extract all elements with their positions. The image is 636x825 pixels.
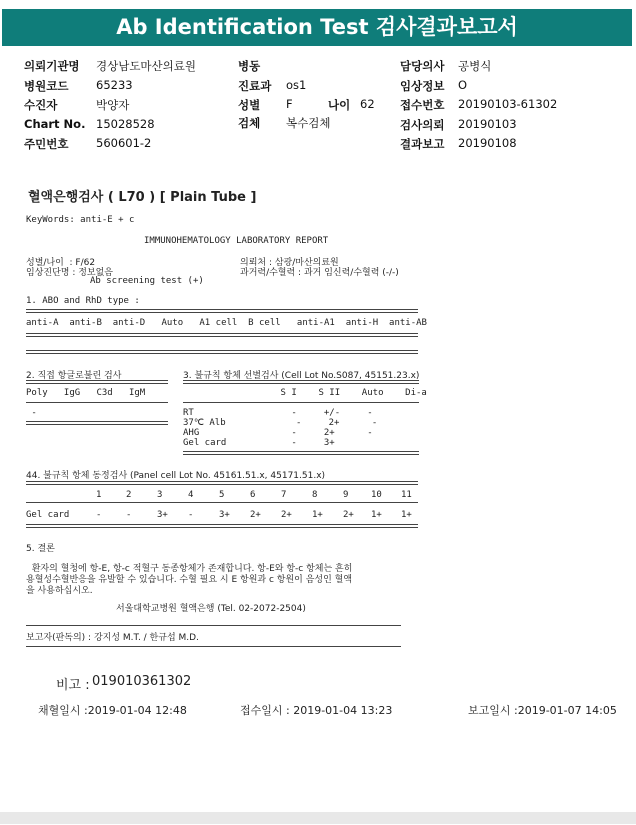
panel-title: 44. 불규칙 항체 동정검사 (Panel cell Lot No. 45161.51.x, 45171.51.x) <box>26 471 326 481</box>
result-value: 20190108 <box>458 136 517 150</box>
panel-value-8: 1+ <box>312 510 323 520</box>
abo-rule-mid <box>26 333 418 337</box>
conclusion-line-2: 용혈성수혈반응을 유발할 수 있습니다. 수혈 필요 시 E 항원과 c 항원이 음성인 혈액 <box>26 575 353 585</box>
age-value: 62 <box>360 97 375 111</box>
diagnosis: 임상진단명 : 정보없음 <box>26 268 114 278</box>
specimen-value: 복수검체 <box>286 116 331 130</box>
clinical-value: O <box>458 78 468 92</box>
screen-row-rt: RT - +/- - <box>183 408 373 418</box>
note-label: 비고 : <box>56 678 90 693</box>
panel-value-2: - <box>126 510 132 520</box>
patient-info <box>0 52 636 170</box>
hospital-label: 의뢰기관명 <box>24 59 80 73</box>
screen-columns: S I S II Auto Di-a <box>183 388 427 398</box>
reporter: 보고자(판독의) : 강지성 M.T. / 한규섭 M.D. <box>26 633 199 643</box>
chart-label: Chart No. <box>24 117 86 131</box>
screening: Ab screening test (+) <box>90 276 204 286</box>
dat-rule-bottom <box>26 421 168 425</box>
dept-label: 진료과 <box>238 79 272 93</box>
screen-rule-mid <box>183 402 419 403</box>
report-time: 보고일시 :2019-01-07 14:05 <box>468 704 617 717</box>
receive-time: 접수일시 : 2019-01-04 13:23 <box>240 704 393 717</box>
code-value: 65233 <box>96 78 133 92</box>
panel-col-7: 7 <box>281 490 287 500</box>
abo-rule-top <box>26 309 418 313</box>
panel-col-11: 11 <box>401 490 412 500</box>
note-value: 019010361302 <box>92 674 192 689</box>
age-label: 나이 <box>328 98 351 112</box>
request-label: 검사의뢰 <box>400 118 445 132</box>
panel-value-6: 2+ <box>250 510 261 520</box>
hospital-value: 경상남도마산의료원 <box>96 59 196 73</box>
code-label: 병원코드 <box>24 79 69 93</box>
specimen-label: 검체 <box>238 116 261 130</box>
report-heading: 혈액은행검사 ( L70 ) [ Plain Tube ] <box>28 190 257 205</box>
panel-value-11: 1+ <box>401 510 412 520</box>
keywords: KeyWords: anti-E + c <box>26 215 135 225</box>
panel-value-5: 3+ <box>219 510 230 520</box>
sex-value: F <box>286 97 293 111</box>
institution: 서울대학교병원 혈액은행 (Tel. 02-2072-2504) <box>116 604 306 614</box>
panel-value-4: - <box>188 510 194 520</box>
panel-col-1: 1 <box>96 490 102 500</box>
history: 과거력/수혈력 : 과거 임신력/수혈력 (-/-) <box>240 268 399 278</box>
panel-rule-mid <box>26 502 418 503</box>
ssn-value: 560601-2 <box>96 136 152 150</box>
panel-col-4: 4 <box>188 490 194 500</box>
reporter-rule-bottom <box>26 646 401 647</box>
panel-rule-top <box>26 481 418 485</box>
requester: 의뢰처 : 삼광/마산의료원 <box>240 258 339 268</box>
panel-rule-bottom <box>26 524 418 528</box>
sex-label: 성별 <box>238 98 261 112</box>
panel-row-label: Gel card <box>26 510 70 520</box>
screen-rule-top <box>183 380 419 384</box>
report-title: Ab Identification Test 검사결과보고서 <box>2 9 632 46</box>
dept-value: os1 <box>286 78 307 92</box>
lab-report <box>0 172 636 825</box>
result-label: 결과보고 <box>400 137 445 151</box>
clinical-label: 임상정보 <box>400 79 445 93</box>
conclusion-line-3: 을 사용하십시오. <box>26 586 93 596</box>
screen-row-gel: Gel card - 3+ <box>183 438 335 448</box>
request-value: 20190103 <box>458 117 517 131</box>
lab-title: IMMUNOHEMATOLOGY LABORATORY REPORT <box>144 236 329 246</box>
panel-col-3: 3 <box>157 490 163 500</box>
panel-col-2: 2 <box>126 490 132 500</box>
chart-value: 15028528 <box>96 117 155 131</box>
panel-value-7: 2+ <box>281 510 292 520</box>
abo-columns: anti-A anti-B anti-D Auto A1 cell B cell anti-A1 anti-H anti-AB <box>26 318 427 328</box>
conclusion-title: 5. 결론 <box>26 544 55 554</box>
dat-values: - <box>26 408 37 418</box>
panel-col-6: 6 <box>250 490 256 500</box>
sex-age: 성별/나이 : F/62 <box>26 258 96 268</box>
abo-rule-bottom <box>26 350 418 354</box>
screen-row-alb: 37℃ Alb - 2+ - <box>183 418 378 428</box>
dat-rule-mid <box>26 402 168 403</box>
reporter-rule-top <box>26 625 401 626</box>
receipt-label: 접수번호 <box>400 98 445 112</box>
collect-time: 채혈일시 :2019-01-04 12:48 <box>38 704 187 717</box>
dat-title: 2. 직접 항글로불린 검사 <box>26 371 122 381</box>
conclusion-line-1: 환자의 혈청에 항-E, 항-c 적혈구 동종항체가 존재합니다. 항-E와 항-c 항체는 흔히 <box>26 564 353 574</box>
screen-rule-bottom <box>183 451 419 455</box>
panel-value-9: 2+ <box>343 510 354 520</box>
ward-label: 병동 <box>238 59 261 73</box>
ssn-label: 주민번호 <box>24 137 69 151</box>
receipt-value: 20190103-61302 <box>458 97 558 111</box>
screen-row-ahg: AHG - 2+ - <box>183 428 373 438</box>
screen-title: 3. 불규칙 항체 선별검사 (Cell Lot No.S087, 45151.23.x) <box>183 371 420 381</box>
patient-label: 수진자 <box>24 98 58 112</box>
dat-rule-top <box>26 380 168 384</box>
panel-col-8: 8 <box>312 490 318 500</box>
footer-bar <box>0 812 636 824</box>
panel-value-10: 1+ <box>371 510 382 520</box>
doctor-value: 공병식 <box>458 59 492 73</box>
abo-title: 1. ABO and RhD type : <box>26 296 140 306</box>
dat-columns: Poly IgG C3d IgM <box>26 388 146 398</box>
panel-col-9: 9 <box>343 490 349 500</box>
panel-value-1: - <box>96 510 102 520</box>
patient-value: 박양자 <box>96 98 130 112</box>
panel-value-3: 3+ <box>157 510 168 520</box>
panel-col-10: 10 <box>371 490 382 500</box>
panel-col-5: 5 <box>219 490 225 500</box>
doctor-label: 담당의사 <box>400 59 445 73</box>
